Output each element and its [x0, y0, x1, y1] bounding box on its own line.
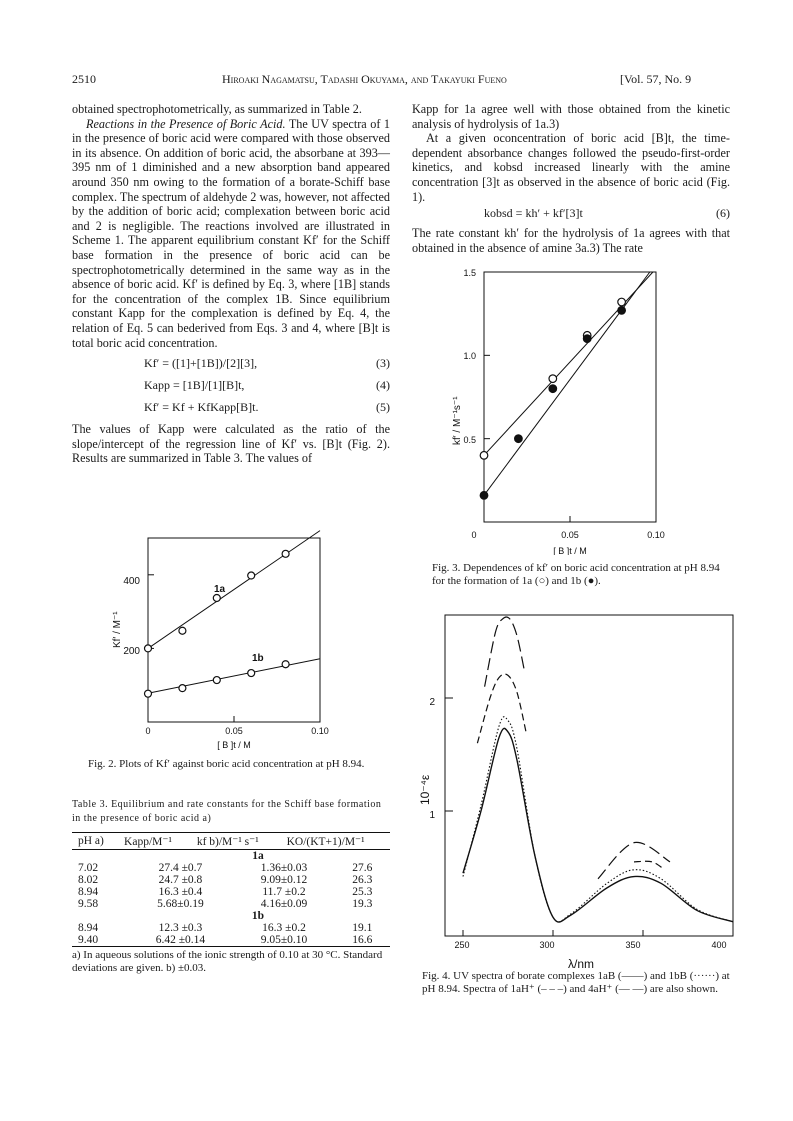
table-3-title: Table 3. Equilibrium and rate constants for the Schiff base formation in the presence of boric acid a) — [72, 799, 382, 824]
fig2-point-1b — [179, 685, 186, 692]
fig2-point-1a — [282, 550, 289, 557]
table-cell: 11.7 ±0.2 — [262, 886, 306, 898]
figure-2-caption: Fig. 2. Plots of Kf′ against boric acid concentration at pH 8.94. — [88, 758, 365, 770]
fig2-point-1a — [213, 594, 220, 601]
fig2-label-1b: 1b — [252, 653, 264, 664]
table-group-label-1b: 1b — [251, 910, 265, 922]
table-cell: 8.02 — [78, 874, 99, 886]
fig4-xtick-300: 300 — [539, 940, 555, 950]
fig3-ytick-15: 1.5 — [463, 268, 476, 278]
fig2-xtick-010: 0.10 — [311, 726, 329, 736]
fig4-curve-1aB — [463, 728, 733, 922]
table-cell: 6.42 ±0.14 — [155, 934, 206, 946]
left-column — [72, 102, 390, 466]
fig3-xtick-005: 0.05 — [561, 530, 579, 540]
table-cell: 16.6 — [352, 934, 373, 946]
table-cell: 9.58 — [78, 898, 99, 910]
fig2-point-1b — [248, 670, 255, 677]
fig3-xlabel: [ B ]t / M — [553, 546, 587, 555]
fig2-point-1a — [248, 572, 255, 579]
table-cell: 9.05±0.10 — [260, 934, 308, 946]
table-cell: 16.3 ±0.2 — [262, 922, 306, 934]
figure-2-chart — [80, 530, 340, 755]
equation-4-number: (4) — [376, 378, 390, 393]
fig4-xtick-400: 400 — [711, 940, 727, 950]
fig3-point-1b — [583, 335, 591, 343]
equation-5: Kf′ = Kf + KfKapp[B]t. — [144, 400, 259, 415]
fig2-ytick-200: 200 — [123, 646, 140, 657]
table-cell: 24.7 ±0.8 — [158, 874, 203, 886]
figure-4-caption: Fig. 4. UV spectra of borate complexes 1aB (——) and 1bB (······) at pH 8.94. Spectra of 1aH⁺ (– – –) and 4aH⁺ (— —) are also shown. — [422, 970, 730, 995]
left-paragraph-2: The UV spectra of 1 in the presence of boric acid were compared with those observed in its absence. On addition of boric acid, the absorbane at 393—395 nm of 1 diminished and a new absorption band appeared around 350 nm owing to the formation of a borate-Schiff base complex. The spectrum of aldehyde 2 was, however, not affected by the addition of boric acid; complexation between boric acid and 2 is negligible. The reactions involved are illustrated in Scheme 1. The apparent equilibrium constant Kf′ for the Schiff base formation in the presence of boric acid can be spectrophotometrically determined in the same way as in the absence of boric acid. Kf′ is defined by Eq. 3, where [1B] stands for the concentration of the complex 1B. Since equilibrium constant Kapp for the complexation is defined by Eq. 4, the relation of Eq. 5 can bederived from Eqs. 3 and 4, where [B]t is total boric acid concentration. — [72, 116, 390, 350]
fig2-ticks — [148, 575, 234, 722]
fig4-xtick-350: 350 — [625, 940, 641, 950]
fig2-label-1a: 1a — [214, 584, 226, 595]
table-header-ph: pH a) — [78, 835, 104, 847]
table-cell: 1.36±0.03 — [260, 862, 308, 874]
fig2-point-1b — [282, 661, 289, 668]
fig2-point-1b — [213, 677, 220, 684]
table-row — [72, 922, 390, 934]
right-paragraph-3: The rate constant kh′ for the hydrolysis of 1a agrees with that obtained in the absence of amine 3a.3) The rate — [412, 226, 730, 255]
volume-info: [Vol. 57, No. 9 — [620, 72, 692, 86]
table-cell: 8.94 — [78, 922, 99, 934]
fig2-xtick-0: 0 — [145, 726, 151, 736]
table-cell: 19.3 — [352, 898, 373, 910]
running-authors: Hiroaki Nagamatsu, Tadashi Okuyama, and Takayuki Fueno — [222, 72, 507, 86]
table-row — [72, 898, 390, 910]
fig3-point-1a — [549, 375, 557, 383]
table-cell: 12.3 ±0.3 — [158, 922, 203, 934]
table-group-row — [72, 910, 390, 922]
table-cell: 27.6 — [352, 862, 373, 874]
fig2-point-1a — [145, 645, 152, 652]
figure-4-chart — [405, 605, 740, 975]
table-header-kf: kf b)/M⁻¹ s⁻¹ — [196, 836, 259, 848]
fig3-xtick-010: 0.10 — [647, 530, 665, 540]
table-cell: 16.3 ±0.4 — [158, 886, 203, 898]
fig2-fit-line-1b — [148, 659, 320, 694]
table-header-kapp: Kapp/M⁻¹ — [124, 836, 172, 848]
table-cell: 26.3 — [352, 874, 373, 886]
fig3-point-1b — [549, 385, 557, 393]
fig4-curve-4aH⁺ — [485, 617, 525, 687]
fig3-frame — [484, 272, 656, 522]
fig4-ytick-2: 2 — [429, 697, 435, 708]
fig3-point-1a — [618, 298, 626, 306]
fig4-xlabel: λ/nm — [567, 957, 595, 971]
fig4-curve-1bB — [463, 717, 733, 922]
fig4-ticks — [445, 698, 643, 936]
left-paragraph-1: obtained spectrophotometrically, as summarized in Table 2. — [72, 102, 362, 116]
table-group-label-1a: 1a — [252, 850, 264, 862]
table-cell: 5.68±0.19 — [157, 898, 204, 910]
table-cell: 8.94 — [78, 886, 99, 898]
fig2-xtick-005: 0.05 — [225, 726, 243, 736]
fig2-ylabel: Kf′ / M⁻¹ — [112, 611, 123, 648]
fig3-ytick-05: 0.5 — [463, 435, 476, 445]
fig4-curve-1aH⁺ — [634, 861, 665, 869]
fig3-points — [480, 298, 625, 499]
fig2-points — [145, 550, 290, 697]
fig3-xtick-0: 0 — [471, 530, 477, 540]
fig3-point-1b — [515, 435, 523, 443]
fig4-xtick-250: 250 — [454, 940, 470, 950]
right-paragraph-1: Kapp for 1a agree well with those obtained from the kinetic analysis of hydrolysis of 1a.3) — [412, 102, 730, 131]
page-number: 2510 — [72, 72, 96, 86]
table-cell: 4.16±0.09 — [260, 898, 308, 910]
fig4-frame — [445, 615, 733, 936]
table-cell: 27.4 ±0.7 — [158, 862, 203, 874]
equation-6-number: (6) — [716, 206, 730, 221]
fig2-ytick-400: 400 — [123, 576, 140, 587]
table-cell: 25.3 — [352, 886, 373, 898]
fig2-point-1a — [179, 627, 186, 634]
equation-6: kobsd = kh′ + kf′[3]t — [484, 206, 583, 221]
table-row — [72, 886, 390, 898]
fig3-ytick-10: 1.0 — [463, 351, 476, 361]
left-paragraph-3: The values of Kapp were calculated as the ratio of the slope/intercept of the regression line of Kf′ vs. [B]t (Fig. 2). Results are summarized in Table 3. The values of — [72, 422, 390, 466]
table-cell: 7.02 — [78, 862, 99, 874]
fig2-fit-line-1a — [148, 531, 320, 649]
fig4-ytick-1: 1 — [429, 810, 435, 821]
fig4-ylabel: 10⁻⁴ε — [418, 774, 432, 805]
fig3-fit-lines — [484, 272, 653, 495]
right-paragraph-2: At a given oconcentration of boric acid [B]t, the time-dependent absorbance changes followed the pseudo-first-order kinetics, and kobsd increased linearly with the amine concentration [3]t as observed in the absence of boric acid (Fig. 1). — [412, 131, 730, 204]
fig3-fit-line-1a — [484, 272, 653, 455]
equation-4: Kapp = [1B]/[1][B]t, — [144, 378, 245, 393]
fig3-point-1b — [618, 307, 626, 315]
fig2-point-1b — [145, 690, 152, 697]
table-row — [72, 874, 390, 886]
figure-3-caption: Fig. 3. Dependences of kf′ on boric acid concentration at pH 8.94 for the formation of 1a (○) and 1b (●). — [432, 562, 720, 587]
fig4-curve-4aH⁺ — [598, 842, 670, 878]
table-cell: 19.1 — [352, 922, 373, 934]
section-heading: Reactions in the Presence of Boric Acid. — [86, 116, 286, 131]
equation-3-number: (3) — [376, 356, 390, 371]
equation-5-number: (5) — [376, 400, 390, 415]
table-3-body — [72, 850, 390, 946]
table-3 — [72, 832, 390, 975]
fig2-fit-lines — [148, 531, 320, 694]
fig3-fit-line-1b — [484, 272, 650, 495]
fig4-curves — [463, 617, 733, 922]
table-3-footnote: a) In aqueous solutions of the ionic strength of 0.10 at 30 °C. Standard deviations are given. b) ±0.03. — [72, 949, 383, 974]
figure-3-chart — [422, 265, 672, 555]
fig3-ylabel: kf′ / M⁻¹s⁻¹ — [452, 396, 463, 445]
fig2-xlabel: [ B ]t / M — [217, 740, 251, 750]
table-cell: 9.09±0.12 — [260, 874, 308, 886]
right-column — [412, 102, 730, 255]
table-row — [72, 862, 390, 874]
table-cell: 9.40 — [78, 934, 99, 946]
equation-3: Kf′ = ([1]+[1B])/[2][3], — [144, 356, 258, 371]
table-row — [72, 934, 390, 946]
fig3-point-1a — [480, 452, 488, 460]
table-group-row — [72, 850, 390, 862]
fig3-point-1b — [480, 492, 488, 500]
fig2-frame — [148, 538, 320, 722]
table-header-ko: KO/(KT+1)/M⁻¹ — [286, 836, 365, 848]
fig3-ticks — [484, 355, 570, 522]
